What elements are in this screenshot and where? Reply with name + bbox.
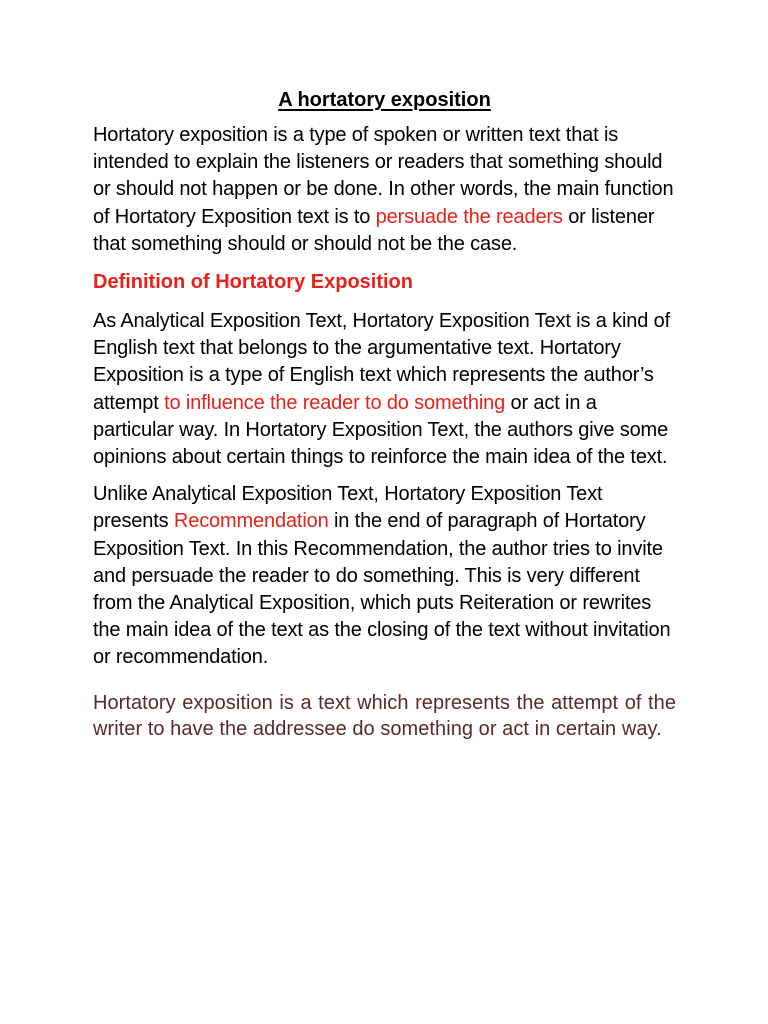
closing-paragraph: Hortatory exposition is a text which represents the attempt of the writer to have the addressee do something or act in certain way.: [93, 691, 676, 741]
document-content: [93, 86, 676, 762]
section-heading: Definition of Hortatory Exposition: [93, 271, 413, 294]
intro-text-part1: Hortatory exposition is a type of spoken or written text that is intended to explain the listeners or readers that something should or should not happen or be done. In other words, the main function of Hortatory Exposition text is to: [93, 124, 674, 228]
comparison-text-part2: in the end of paragraph of Hortatory Exposition Text. In this Recommendation, the author tries to invite and persuade the reader to do something. This is very different from the Analytical Exposition, which puts Reiteration or rewrites the main idea of the text as the closing of the text without invitation or recommendation.: [93, 510, 671, 669]
document-title: A hortatory exposition: [278, 89, 491, 111]
comparison-paragraph: [93, 481, 676, 671]
intro-highlight: persuade the readers: [375, 205, 563, 228]
definition-paragraph: [93, 308, 676, 471]
comparison-highlight: Recommendation: [173, 510, 329, 533]
intro-text-part2: or listener that something should or should not be the case.: [93, 205, 655, 255]
definition-text-part2: or act in a particular way. In Hortatory Exposition Text, the authors give some opinions about certain things to reinforce the main idea of the text.: [93, 391, 669, 469]
comparison-text-part1: Unlike Analytical Exposition Text, Hortatory Exposition Text presents: [93, 483, 603, 533]
definition-highlight: to influence the reader to do something: [164, 391, 506, 414]
intro-paragraph: [93, 122, 676, 258]
definition-text-part1: As Analytical Exposition Text, Hortatory Exposition Text is a kind of English text that belongs to the argumentative text. Hortatory Exposition is a type of English text which represents the author’s attempt: [93, 310, 670, 414]
